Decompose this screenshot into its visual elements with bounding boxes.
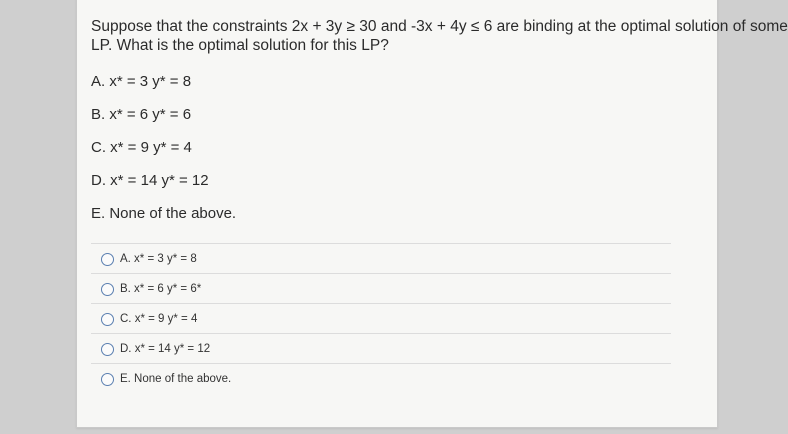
question-line-1: Suppose that the constraints 2x + 3y ≥ 30 and -3x + 4y ≤ 6 are binding at the optimal solution of some [91, 18, 788, 35]
option-b-text: B. x* = 6 y* = 6 [91, 106, 192, 123]
answer-choice-b[interactable] [91, 273, 671, 304]
radio-icon[interactable] [101, 373, 114, 386]
radio-icon[interactable] [101, 343, 114, 356]
option-d-text: D. x* = 14 y* = 12 [91, 172, 209, 189]
answer-choice-a[interactable] [91, 243, 671, 274]
answer-label: E. None of the above. [120, 373, 232, 385]
radio-icon[interactable] [101, 313, 114, 326]
option-c-text: C. x* = 9 y* = 4 [91, 139, 192, 156]
answer-choice-c[interactable] [91, 303, 671, 334]
option-e-text: E. None of the above. [91, 205, 237, 222]
answer-label: B. x* = 6 y* = 6* [120, 283, 202, 295]
answer-label: D. x* = 14 y* = 12 [120, 343, 211, 355]
option-a-text: A. x* = 3 y* = 8 [91, 73, 192, 90]
question-card [76, 0, 788, 428]
question-text [91, 17, 788, 55]
radio-icon[interactable] [101, 253, 114, 266]
answer-label: C. x* = 9 y* = 4 [120, 313, 198, 325]
answer-label: A. x* = 3 y* = 8 [120, 253, 197, 265]
answer-choice-d[interactable] [91, 333, 671, 364]
radio-icon[interactable] [101, 283, 114, 296]
question-line-2: LP. What is the optimal solution for this LP? [91, 37, 389, 54]
answer-choice-e[interactable] [91, 363, 671, 394]
